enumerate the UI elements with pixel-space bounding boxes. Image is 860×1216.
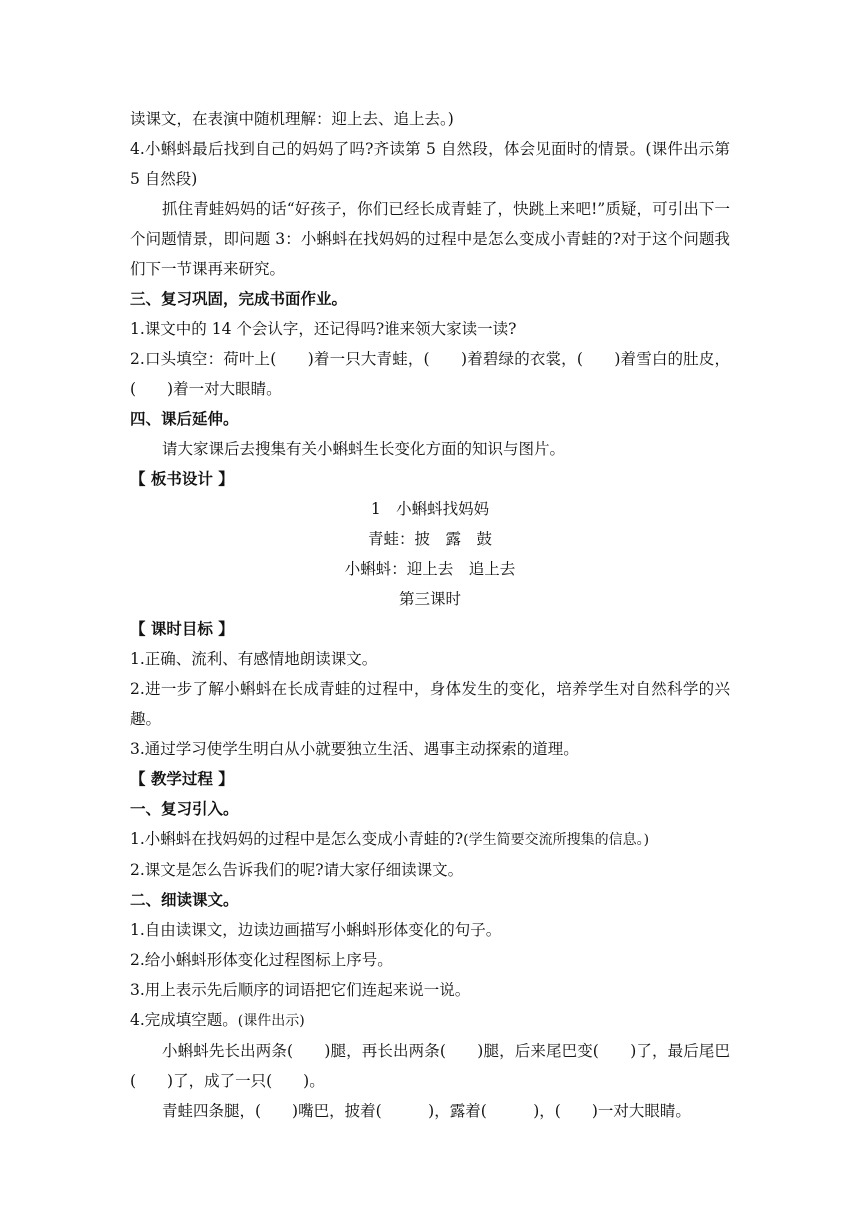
section-heading: 【 板书设计 】 (130, 470, 234, 488)
text-paragraph: 抓住青蛙妈妈的话“好孩子，你们已经长成青蛙了，快跳上来吧!”质疑，可引出下一个问题情景，即问题 3：小蝌蚪在找妈妈的过程中是怎么变成小青蛙的?对于这个问题我们下一节课再来研究。 (130, 200, 730, 278)
text-line: 请大家课后去搜集有关小蝌蚪生长变化方面的知识与图片。 (162, 440, 566, 458)
section-heading: 四、课后延伸。 (130, 410, 239, 428)
board-line: 小蝌蚪：迎上去 追上去 (344, 560, 516, 578)
text-line: 1.课文中的 14 个会认字，还记得吗?谁来领大家读一读? (130, 320, 517, 338)
board-line: 青蛙：披 露 鼓 (367, 530, 492, 548)
section-heading: 一、复习引入。 (130, 800, 239, 818)
section-heading: 二、细读课文。 (130, 891, 239, 909)
text-line: 3.通过学习使学生明白从小就要独立生活、遇事主动探索的道理。 (130, 740, 579, 758)
section-heading: 三、复习巩固，完成书面作业。 (130, 290, 348, 308)
text-line (130, 1005, 730, 1036)
text-line: 1.正确、流利、有感情地朗读课文。 (130, 650, 378, 668)
section-heading: 【 教学过程 】 (130, 770, 234, 788)
text-line: 2.口头填空：荷叶上( )着一只大青蛙，( )着碧绿的衣裳，( )着雪白的肚皮，( )着一对大眼睛。 (130, 350, 730, 398)
lesson-title: 第三课时 (398, 590, 461, 608)
text-span: 4.完成填空题。 (130, 1011, 238, 1029)
text-line: 4.小蝌蚪最后找到自己的妈妈了吗?齐读第 5 自然段，体会见面时的情景。(课件出示第 5 自然段) (130, 140, 730, 188)
text-paragraph: 小蝌蚪先长出两条( )腿，再长出两条( )腿，后来尾巴变( )了，最后尾巴( )了，成了一只( )。 (130, 1042, 730, 1090)
text-span: 1.小蝌蚪在找妈妈的过程中是怎么变成小青蛙的? (130, 830, 464, 848)
text-line: 1.自由读课文，边读边画描写小蝌蚪形体变化的句子。 (130, 921, 502, 939)
text-line: 3.用上表示先后顺序的词语把它们连起来说一说。 (130, 981, 471, 999)
text-span: (学生简要交流所搜集的信息。) (463, 832, 650, 848)
text-line: 读课文，在表演中随机理解：迎上去、追上去。) (130, 110, 454, 128)
board-title: 1 小蝌蚪找妈妈 (370, 500, 490, 518)
text-line: 青蛙四条腿，( )嘴巴，披着( )，露着( )，( )一对大眼睛。 (162, 1102, 691, 1120)
text-line: 2.进一步了解小蝌蚪在长成青蛙的过程中，身体发生的变化，培养学生对自然科学的兴趣。 (130, 680, 730, 728)
text-line: 2.给小蝌蚪形体变化过程图标上序号。 (130, 951, 393, 969)
text-line (130, 824, 730, 855)
text-span: (课件出示) (237, 1013, 305, 1029)
text-line: 2.课文是怎么告诉我们的呢?请大家仔细读课文。 (130, 861, 464, 879)
document-page (130, 104, 730, 1126)
section-heading: 【 课时目标 】 (130, 620, 234, 638)
